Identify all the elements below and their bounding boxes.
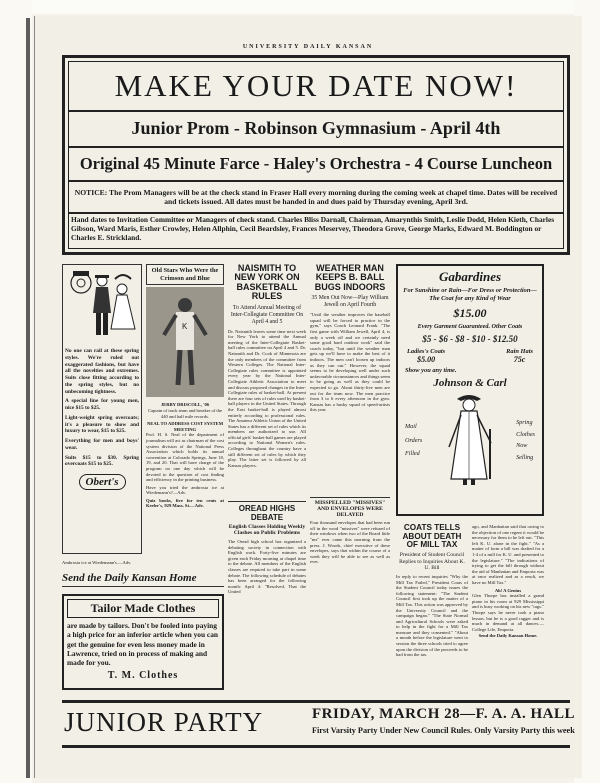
mail-orders-list [401, 420, 422, 461]
oberts-logo: Obert's [79, 474, 126, 490]
gabardines-ad [396, 264, 544, 516]
weather-headline: WEATHER MAN KEEPS B. BALL BUGS INDOORS [314, 264, 386, 292]
scan-edge-top [0, 0, 600, 14]
misspelled-headline: MISSPELLED "MISSIVES" AND ENVELOPES WERE DELAYED [310, 497, 390, 518]
naismith-body: Dr. Naismith leaves some time next week for New York to attend the Annual meeting of the Inter-Collegiate Basket-ball rules committee on April 4 and 5. Dr. Naismith and Dr. Cook of Minnesota are the only members of the committee from Western Colleges. The National Inter-Collegiate rules committee is appointed every year by the National Inter-Collegiate Athletic Association to meet and discuss proposed changes in the Inter-Collegiate rules of basket-ball. At present there are four sets of rules used by basket-ball players in the United States. Through the East basket-ball is played almost entirely according to professional rules. The Amateur Athletic Union of the United States has a different set of rules which its members are authorized to use. All official girls' basket-ball games are played according to National Women's rules. Colleges throughout the country have a still different set of rules by which they play. The latter set is followed by all Kansas players. [228, 328, 306, 468]
gabardines-show: Show you any time. [405, 367, 457, 375]
ambrosia-ad-2: Have you tried the ambrosia ice at Wiedemann's?—Adv. [146, 484, 224, 496]
athlete-caption-name: JERRY DRISCOLL, '06 [160, 402, 210, 408]
naismith-subtitle: To Attend Annual Meeting of Inter-Collegiate Committee On April 4 and 5 [230, 304, 304, 325]
junior-party-note: First Varsity Party Under New Council Rules. Only Varsity Party this week [312, 726, 575, 735]
mill-tax-body: In reply to recent inquiries "Why the Mill Tax Failed," President Coats of the Student Council today issues the following statement: "The Student Council first took up the matter of a Mill Tax. This action was approved by the University Council and the campaign began." "The State Normal and Agricultural Schools were asked to help in the fight for a Mill Tax measure and they consented." "About a month before the legislature went to session the three schools tried to agree upon the division of the proceeds to be had from the tax. [396, 573, 468, 658]
couple-illustration-icon [65, 267, 141, 341]
oberts-text-5: Suits $15 to $30. Spring overcoats $15 to $25. [65, 454, 139, 468]
tailor-ad [62, 594, 224, 690]
spring-clothes-item: Now [516, 442, 528, 450]
divider [69, 110, 563, 112]
tailor-body: are made by tailors. Don't be fooled into paying a high price for an inferior article when you can get the genuine for even less money made in Lawrence, tried on in process of making and made for you. [67, 621, 219, 667]
naismith-headline: NAISMITH TO NEW YORK ON BASKETBALL RULES [234, 264, 300, 302]
mail-orders-item: Filled [405, 450, 420, 458]
mill-tax-subtitle: President of Student Council Replies to Inquiries About K. U. Bill [399, 551, 465, 572]
old-stars-column [146, 264, 224, 564]
gabardines-store: Johnson & Carl [433, 377, 507, 390]
tailor-store: T. M. Clothes [107, 670, 179, 682]
junior-party-title: JUNIOR PARTY [64, 707, 264, 737]
send-kansan-home-ad: Send the Daily Kansan Home [62, 572, 224, 587]
rain-hats-label: Rain Hats [506, 348, 533, 356]
gabardines-tagline: For Sunshine or Rain—For Dress or Protection—The Coat for any Kind of Wear [403, 287, 537, 302]
oberts-text-3: Light-weight spring overcoats; it's a pleasure to show and luxury to wear, $15 to $25. [65, 414, 139, 435]
gabardines-title: Gabardines [438, 269, 502, 284]
weather-column [310, 264, 390, 694]
prom-hand-dates: Hand dates to Invitation Committee or Managers of check stand. Charles Bliss Darnall, Chairman, Amarynthis Smith, Leslie Dodd, Helen Kieth, Charles Gibson, Ward Maris, Esther Crowley, Helen Allphin, Cecil Beardsley, Frances Meservey, Theodora Grove, George Marks, Edward M. Boddington or Charles E. Strickland. [71, 215, 555, 242]
gabardines-price-list: $5 - $6 - $8 - $10 - $12.50 [422, 334, 518, 345]
misspelled-body: Four thousand envelopes that had been run off in the word "missives" were refused of their windows when two of the Board little "ms" ever came this morning from the press. J. Woods, chief executive of these envelopes, says that within the course of a week they will be able to see as well as ever. [310, 520, 390, 565]
spring-clothes-item: Clothes [516, 430, 535, 438]
raincoat-woman-illustration-icon [437, 393, 501, 487]
mail-orders-item: Orders [405, 436, 423, 444]
tailor-headline: Tailor Made Clothes [67, 599, 219, 618]
prom-line-2: Junior Prom - Robinson Gymnasium - April 4th [131, 118, 501, 138]
mill-tax-article [396, 524, 544, 696]
prom-headline: MAKE YOUR DATE NOW! [114, 68, 518, 103]
svg-text:K: K [182, 322, 188, 332]
ambrosia-ad: Ambrosia ice at Wiedemann's.—Adv. [62, 560, 132, 565]
oberts-text-1: No one can rail at these spring styles. We're ruled out exaggerated fashions, but have all the novelties and extremes. Suits close fitting according to the spring styles, but no unbecoming tightness. [65, 348, 139, 395]
genius-headline: Ah! A Genius [494, 587, 522, 593]
old-stars-title: Old Stars Who Were the Crimson and Blue [146, 264, 224, 285]
ladies-coats-label: Ladies's Coats [407, 348, 446, 356]
gabardines-guarantee: Every Garment Guaranteed. Other Coats [417, 323, 523, 331]
ladies-coats-price: $5.00 [417, 355, 436, 365]
junior-party-date: FRIDAY, MARCH 28—F. A. A. HALL [312, 706, 575, 722]
prom-ad [62, 55, 570, 255]
junior-party-ad [62, 700, 575, 748]
send-kansan-note: Send the Daily Kansan Home. [478, 633, 538, 639]
divider [69, 180, 563, 182]
mill-tax-body-continued: ago, and Manhattan said that owing to the objection of one regent it would be necessary for them to be left out. "This left K. U. alone in the fight." "As a matter of form a bill was drafted for a 1-4 of a mill for K. U. and presented to the legislature." "The indications of trying to get the bill through without the aid of Manhattan and Emporia was at once realized and as a result, we have no Mill Tax." [472, 524, 544, 585]
mill-tax-headline: COATS TELLS ABOUT DEATH OF MILL TAX [402, 524, 462, 550]
spring-clothes-item: Spring [516, 418, 533, 426]
rain-hats-price: 75c [513, 355, 526, 365]
oberts-text-4: Everything for men and boys' wear. [65, 438, 139, 451]
divider [69, 146, 563, 148]
masthead: UNIVERSITY DAILY KANSAN [242, 44, 374, 50]
neal-text: Prof. H. S. Neal of the department of journalism will act as chairman of the cost system division of the National Press Association which holds its annual convention at Colorado Springs, June 18, 19, and 20. That will have charge of the program on one day which will be devoted to the question of cost finding and efficiency in the printing business. [146, 432, 224, 483]
quiz-books-ad: Quiz books, five for ten cents at Keeler's, 929 Mass. St.—Adv. [146, 497, 224, 509]
weather-body: "Until the weather improves the baseball squad will be forced to practice in the gym," says Coach Leonard Frank. "The first game with William Jewell, April 4, is only a week off and we certainly need some good hard outdoor work" said the coach today, "but until the weather man gets up we'll have to make the best of it indoors. The men can't loosen up indoors as they can out." However, the squad seems to be developing well under such unfavorable circumstances and things seem to be going as well as they could be expected to go. About thirty-five men are out for the team now. The men practice from 3 to 6 every afternoon in the gym. Kansas has a husky squad of speed-artists this year. [310, 312, 390, 413]
mail-orders-item: Mail [405, 422, 417, 430]
gabardines-price: $15.00 [453, 306, 487, 321]
weather-subtitle: 35 Men Out Now—Play William Jewell on April Fourth [311, 295, 389, 309]
oread-subtitle: English Classes Holding Weekly Clashes on Public Problems [228, 523, 306, 537]
oread-body: The Oread high school has organized a debating society in connection with English work. Forty-five minutes are given each Friday morning at chapel time to the debate. All members of the English classes are required to take part in some debate. The following schedule of debates has been arranged for the following month: April 4: "Resolved, That the United [228, 539, 306, 595]
prom-notice: NOTICE: The Prom Managers will be at the check stand in Fraser Hall every morning during the coming week at chapel time. Dates will be received and tickets issued. All dates must be handed in and dues paid by Thursday evening, April 3rd. [74, 188, 558, 207]
athlete-photo [146, 287, 224, 397]
athlete-caption-text: Captain of track team and breaker of the 440 and half mile records. [147, 407, 223, 419]
spring-clothes-list [516, 417, 539, 464]
oberts-ad [62, 264, 142, 554]
spring-clothes-item: Selling [516, 454, 534, 462]
oberts-text-2: A special line for young men, nice $15 to $25. [65, 398, 139, 411]
prom-line-3: Original 45 Minute Farce - Haley's Orchestra - 4 Course Luncheon [79, 154, 553, 173]
scan-gutter [26, 18, 30, 778]
divider [69, 212, 563, 214]
neal-headline: NEAL TO ADDRESS COST SYSTEM MEETING [146, 421, 224, 432]
naismith-column [228, 264, 306, 694]
oread-headline: OREAD HIGHS DEBATE [228, 501, 306, 522]
genius-body: Glen Thorpe has installed a grand piano in his room at 929 Mississippi and is busy working on his new "rags." Thorpe says he never took a piano lesson, but he is a good ragger and is much in demand at all dances.—College Life, Emporia. [472, 593, 544, 632]
